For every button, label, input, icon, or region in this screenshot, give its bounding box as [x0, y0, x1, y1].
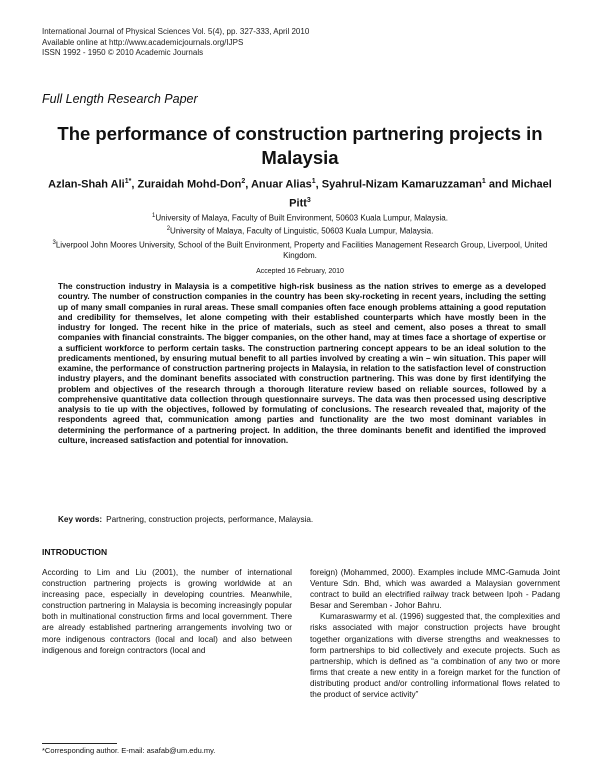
author-marker: 3	[306, 196, 311, 204]
paper-type: Full Length Research Paper	[42, 92, 198, 106]
accepted-date: Accepted 16 February, 2010	[256, 268, 344, 275]
paragraph: foreign) (Mohammed, 2000). Examples include MMC-Gamuda Joint Venture Sdn. Bhd, which was awarded a Malaysian government contract to build an electrified railway track between Ipoh - Padang Besar and Seremban - Johor Bahru.	[310, 568, 560, 611]
affiliation-text: University of Malaya, Faculty of Linguistic, 50603 Kuala Lumpur, Malaysia.	[170, 226, 434, 236]
journal-citation: International Journal of Physical Sciences Vol. 5(4), pp. 327-333, April 2010	[42, 27, 310, 36]
keywords-label: Key words:	[58, 515, 103, 524]
journal-url[interactable]: Available online at http://www.academicjournals.org/IJPS	[42, 37, 244, 47]
author-separator: ,	[245, 178, 251, 191]
author-separator: ,	[131, 178, 138, 191]
affiliation-marker: 1	[152, 213, 156, 219]
paragraph: Kumaraswarmy et al. (1996) suggested that, the complexities and risks associated with major construction projects have brought together organizations with diverse strengths and weaknesses to form partnerships to bid collectively and execute projects. Such as partnership, which is defined as “a combination of any two or more firms that create a new entity in a foreign market for the function of distributing product and/or controlling informational flows related to the product of service activity”	[310, 612, 560, 700]
abstract: The construction industry in Malaysia is a competitive high-risk business as the nation strives to emerge as a developed country. The number of construction companies in the country has been sky-rocketing in recent years, including the setting up of many small companies in rural areas. These small companies often face enough problems attaining a good reputation and credibility for themselves, let alone competing with their established counterparts which have mostly been in the industry for longed. The recent hike in the price of materials, such as steel and cement, also poses a threat to small companies with financial constraints. The bigger companies, on the other hand, may at times face a shortage of expertise or a sufficient workforce to perform certain tasks. The construction partnering concept appears to be an ideal solution to the predicaments mentioned, by ensuring mutual benefit to all parties involved by creating a win – win situation. This paper will examine, the performance of construction partnering projects in Malaysia, in relation to the satisfaction level of construction industry players, and the dominant benefits associated with construction partnering. This was done by first identifying the problem and objectives of the research through a thorough literature review based on reliable sources, followed by a comprehensive quantitative data collection through questionnaire surveys. The data was then processed using descriptive analysis to tie up with the objectives, followed by formulating of conclusions. The research revealed that, majority of the respondents agreed that, communication among parties and functionality are the two most dominant variables in determining the performance of a partnering project. In addition, the three dominants benefit and identified the improved culture, increased satisfaction and potential for innovation.	[58, 282, 546, 445]
column-left	[42, 567, 292, 656]
journal-issn: ISSN 1992 - 1950 © 2010 Academic Journals	[42, 48, 204, 57]
affiliation	[42, 224, 558, 237]
affiliation-marker: 3	[52, 239, 56, 246]
affiliation-list	[42, 211, 558, 261]
author-list	[42, 174, 558, 211]
author-separator: ,	[315, 178, 322, 191]
author-separator: and	[485, 178, 512, 191]
corresponding-author-footnote: *Corresponding author. E-mail: asafab@um.edu.my.	[42, 746, 216, 755]
affiliation-marker: 2	[166, 226, 171, 233]
paper-title: The performance of construction partnering projects in Malaysia	[57, 123, 543, 168]
keywords	[58, 515, 546, 524]
author-name: Zuraidah Mohd-Don	[137, 178, 242, 191]
journal-header	[42, 27, 309, 59]
affiliation-text: University of Malaya, Faculty of Built Environment, 50603 Kuala Lumpur, Malaysia.	[155, 213, 448, 223]
affiliation	[42, 211, 558, 224]
author-marker: 1*	[124, 178, 132, 185]
affiliation	[42, 238, 558, 262]
affiliation-text: Liverpool John Moores University, School of the Built Environment, Property and Facilities Management Research Group, Liverpool, United Kingdom.	[55, 240, 548, 260]
keywords-text: Partnering, construction projects, performance, Malaysia.	[106, 515, 314, 524]
section-heading-introduction: INTRODUCTION	[42, 547, 108, 557]
paragraph: According to Lim and Liu (2001), the number of international construction partnering projects is growing worldwide at an increasing pace, especially in developing countries. Meanwhile, construction partnering in Malaysia is becoming increasingly popular both in multinational construction firms and local government. There are already established partnering arrangements involving two or more indigenous contractors (local and local) and also between indigenous and foreign contractors (local and	[42, 568, 292, 655]
author-marker: 1	[311, 178, 316, 185]
column-right	[310, 567, 560, 700]
author-name: Michael Pitt	[289, 178, 552, 210]
author-name: Azlan-Shah Ali	[48, 178, 125, 191]
author-marker: 2	[241, 178, 246, 185]
author-marker: 1	[481, 178, 486, 185]
footnote-divider	[42, 743, 117, 744]
author-name: Syahrul-Nizam Kamaruzzaman	[321, 178, 482, 191]
author-name: Anuar Alias	[250, 178, 312, 191]
